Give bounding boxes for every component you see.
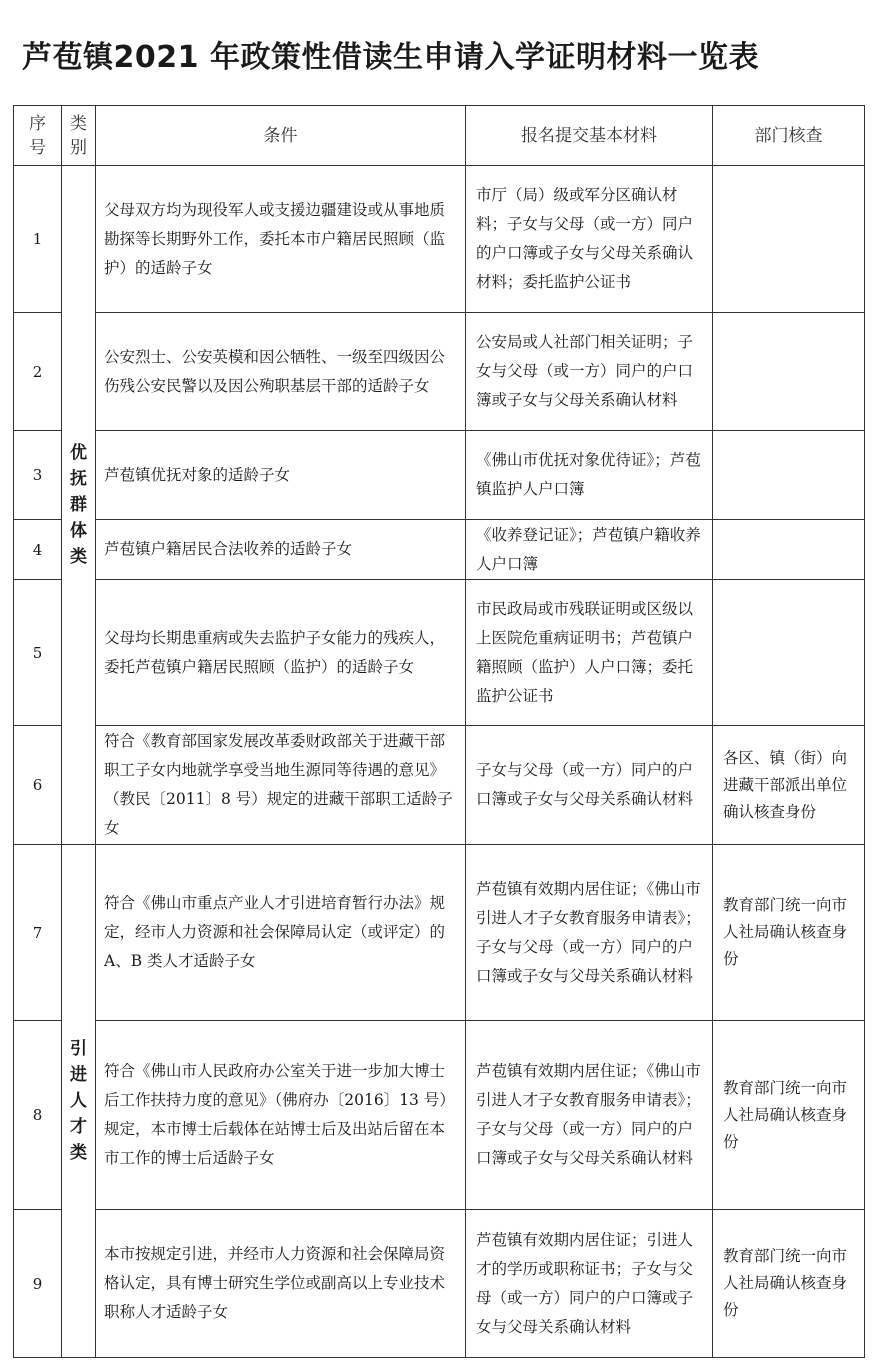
row-condition: 芦苞镇户籍居民合法收养的适龄子女	[96, 520, 466, 580]
row-materials: 《收养登记证》；芦苞镇户籍收养人户口簿	[466, 520, 713, 580]
table-row	[14, 166, 865, 313]
category-cell: 优抚群体类	[62, 166, 96, 845]
row-verification	[713, 520, 865, 580]
row-verification	[713, 431, 865, 520]
row-seq: 8	[14, 1021, 62, 1210]
row-seq: 9	[14, 1210, 62, 1358]
row-condition: 符合《教育部国家发展改革委财政部关于进藏干部职工子女内地就学享受当地生源同等待遇的意见》（教民〔2011〕8 号）规定的进藏干部职工适龄子女	[96, 726, 466, 845]
row-materials: 芦苞镇有效期内居住证；引进人才的学历或职称证书；子女与父母（或一方）同户的户口簿或子女与父母关系确认材料	[466, 1210, 713, 1358]
row-verification: 教育部门统一向市人社局确认核查身份	[713, 1021, 865, 1210]
table-row	[14, 431, 865, 520]
row-verification	[713, 313, 865, 431]
row-seq: 2	[14, 313, 62, 431]
header-seq: 序号	[14, 106, 62, 166]
table-row	[14, 845, 865, 1021]
table-row	[14, 520, 865, 580]
row-condition: 本市按规定引进，并经市人力资源和社会保障局资格认定，具有博士研究生学位或副高以上专业技术职称人才适龄子女	[96, 1210, 466, 1358]
row-seq: 7	[14, 845, 62, 1021]
row-seq: 6	[14, 726, 62, 845]
row-seq: 1	[14, 166, 62, 313]
header-materials: 报名提交基本材料	[466, 106, 713, 166]
category-cell: 引进人才类	[62, 845, 96, 1358]
row-condition: 芦苞镇优抚对象的适龄子女	[96, 431, 466, 520]
row-materials: 市厅（局）级或军分区确认材料；子女与父母（或一方）同户的户口簿或子女与父母关系确认材料；委托监护公证书	[466, 166, 713, 313]
row-verification	[713, 166, 865, 313]
materials-table	[13, 105, 865, 1358]
row-verification: 教育部门统一向市人社局确认核查身份	[713, 1210, 865, 1358]
row-condition: 父母双方均为现役军人或支援边疆建设或从事地质勘探等长期野外工作，委托本市户籍居民照顾（监护）的适龄子女	[96, 166, 466, 313]
row-verification	[713, 580, 865, 726]
row-materials: 公安局或人社部门相关证明；子女与父母（或一方）同户的户口簿或子女与父母关系确认材料	[466, 313, 713, 431]
row-condition: 符合《佛山市重点产业人才引进培育暂行办法》规定，经市人力资源和社会保障局认定（或评定）的 A、B 类人才适龄子女	[96, 845, 466, 1021]
header-condition: 条件	[96, 106, 466, 166]
row-materials: 《佛山市优抚对象优待证》；芦苞镇监护人户口簿	[466, 431, 713, 520]
table-row	[14, 313, 865, 431]
row-verification: 各区、镇（街）向进藏干部派出单位确认核查身份	[713, 726, 865, 845]
table-row	[14, 580, 865, 726]
table-row	[14, 1210, 865, 1358]
page-title: 芦苞镇2021 年政策性借读生申请入学证明材料一览表	[22, 40, 759, 75]
row-condition: 公安烈士、公安英模和因公牺牲、一级至四级因公伤残公安民警以及因公殉职基层干部的适龄子女	[96, 313, 466, 431]
row-condition: 符合《佛山市人民政府办公室关于进一步加大博士后工作扶持力度的意见》（佛府办〔2016〕13 号）规定，本市博士后载体在站博士后及出站后留在本市工作的博士后适龄子女	[96, 1021, 466, 1210]
header-verification: 部门核查	[713, 106, 865, 166]
header-category: 类别	[62, 106, 96, 166]
row-materials: 子女与父母（或一方）同户的户口簿或子女与父母关系确认材料	[466, 726, 713, 845]
row-materials: 市民政局或市残联证明或区级以上医院危重病证明书；芦苞镇户籍照顾（监护）人户口簿；委托监护公证书	[466, 580, 713, 726]
table-row	[14, 726, 865, 845]
row-seq: 4	[14, 520, 62, 580]
row-condition: 父母均长期患重病或失去监护子女能力的残疾人，委托芦苞镇户籍居民照顾（监护）的适龄子女	[96, 580, 466, 726]
row-seq: 5	[14, 580, 62, 726]
table-header-row	[14, 106, 865, 166]
row-verification: 教育部门统一向市人社局确认核查身份	[713, 845, 865, 1021]
table-row	[14, 1021, 865, 1210]
row-seq: 3	[14, 431, 62, 520]
row-materials: 芦苞镇有效期内居住证；《佛山市引进人才子女教育服务申请表》；子女与父母（或一方）同户的户口簿或子女与父母关系确认材料	[466, 845, 713, 1021]
row-materials: 芦苞镇有效期内居住证；《佛山市引进人才子女教育服务申请表》；子女与父母（或一方）同户的户口簿或子女与父母关系确认材料	[466, 1021, 713, 1210]
